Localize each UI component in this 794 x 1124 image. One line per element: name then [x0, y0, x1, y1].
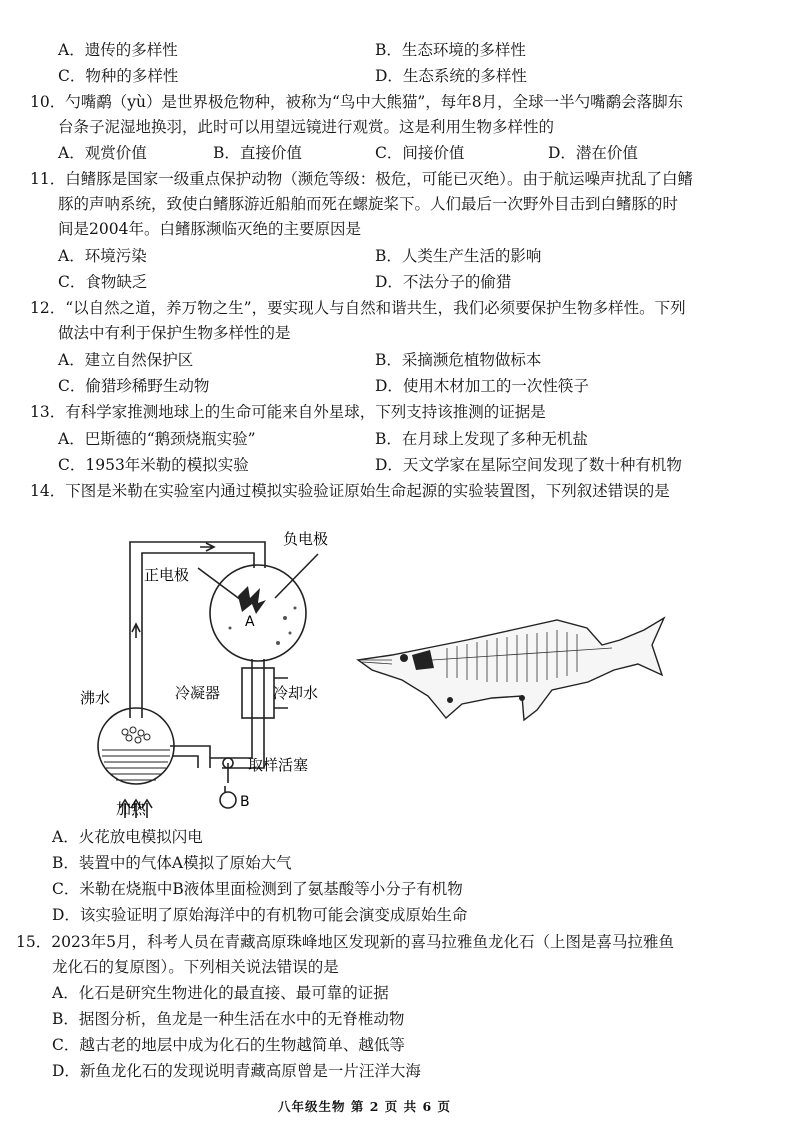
label-boiling-water: 沸水 [80, 689, 111, 707]
label-liquid-b: B [240, 794, 250, 810]
q11-stem-line1: 11．白鳍豚是国家一级重点保护动物（濒危等级：极危，可能已灭绝）。由于航运噪声扰乱了白鳍 [30, 170, 693, 188]
q9-option-a: A．遗传的多样性 [58, 41, 178, 59]
ichthyosaur-fossil-reconstruction [352, 600, 670, 735]
q11-option-c: C．食物缺乏 [58, 273, 148, 291]
q12-stem-line1: 12．“以自然之道，养万物之生”，要实现人与自然和谐共生，我们必须要保护生物多样性。下列 [30, 299, 686, 317]
q10-option-d: D．潜在价值 [548, 144, 638, 162]
q13-option-b: B．在月球上发现了多种无机盐 [375, 430, 588, 448]
page-footer: 八年级生物 第 2 页 共 6 页 [278, 1099, 452, 1114]
q14-option-b: B．装置中的气体A模拟了原始大气 [52, 854, 292, 872]
q11-option-d: D．不法分子的偷猎 [375, 273, 512, 291]
label-heating: 加热 [116, 800, 147, 818]
q11-option-b: B．人类生产生活的影响 [375, 247, 542, 265]
q13-option-c: C．1953年米勒的模拟实验 [58, 456, 249, 474]
q15-option-b: B．据图分析，鱼龙是一种生活在水中的无脊椎动物 [52, 1010, 405, 1028]
q11-stem-line3: 间是2004年。白鳍豚濒临灭绝的主要原因是 [58, 220, 361, 238]
label-gas-a: A [245, 614, 255, 630]
q15-option-a: A．化石是研究生物进化的最直接、最可靠的证据 [52, 984, 389, 1002]
q12-option-b: B．采摘濒危植物做标本 [375, 351, 542, 369]
label-sampling-valve: 取样活塞 [248, 756, 309, 774]
q11-option-a: A．环境污染 [58, 247, 147, 265]
label-cooling-water: 冷却水 [273, 684, 319, 702]
q12-option-a: A．建立自然保护区 [58, 351, 194, 369]
label-condenser: 冷凝器 [175, 684, 221, 702]
q13-option-a: A．巴斯德的“鹅颈烧瓶实验” [58, 430, 256, 448]
q14-stem: 14．下图是米勒在实验室内通过模拟实验验证原始生命起源的实验装置图，下列叙述错误的是 [30, 482, 670, 500]
q12-option-c: C．偷猎珍稀野生动物 [58, 377, 210, 395]
q14-option-d: D．该实验证明了原始海洋中的有机物可能会演变成原始生命 [52, 906, 468, 924]
q15-stem-line1: 15．2023年5月，科考人员在青藏高原珠峰地区发现新的喜马拉雅鱼龙化石（上图是喜马拉雅鱼 [16, 933, 675, 951]
miller-apparatus-diagram [80, 518, 370, 818]
q14-option-a: A．火花放电模拟闪电 [52, 828, 203, 846]
q12-option-d: D．使用木材加工的一次性筷子 [375, 377, 589, 395]
q9-option-d: D．生态系统的多样性 [375, 67, 527, 85]
q10-option-a: A．观赏价值 [58, 144, 147, 162]
q14-option-c: C．米勒在烧瓶中B液体里面检测到了氨基酸等小分子有机物 [52, 880, 463, 898]
q12-stem-line2: 做法中有利于保护生物多样性的是 [58, 324, 291, 342]
label-positive-electrode: 正电极 [144, 566, 190, 584]
q10-stem-line1: 10．勺嘴鹬（yù）是世界极危物种，被称为“鸟中大熊猫”，每年8月，全球一半勺嘴鹬会落脚东 [30, 93, 684, 111]
q15-option-c: C．越古老的地层中成为化石的生物越简单、越低等 [52, 1036, 405, 1054]
q15-stem-line2: 龙化石的复原图）。下列相关说法错误的是 [52, 958, 339, 976]
q9-option-c: C．物种的多样性 [58, 67, 179, 85]
q13-option-d: D．天文学家在星际空间发现了数十种有机物 [375, 456, 682, 474]
q10-stem-line2: 台条子泥湿地换羽，此时可以用望远镜进行观赏。这是利用生物多样性的 [58, 118, 555, 136]
q13-stem: 13．有科学家推测地球上的生命可能来自外星球，下列支持该推测的证据是 [30, 403, 546, 421]
q10-option-c: C．间接价值 [375, 144, 465, 162]
label-negative-electrode: 负电极 [283, 530, 329, 548]
q15-option-d: D．新鱼龙化石的发现说明青藏高原曾是一片汪洋大海 [52, 1062, 421, 1080]
q10-option-b: B．直接价值 [213, 144, 302, 162]
q9-option-b: B．生态环境的多样性 [375, 41, 526, 59]
q11-stem-line2: 豚的声呐系统，致使白鳍豚游近船舶而死在螺旋桨下。人们最后一次野外目击到白鳍豚的时 [58, 195, 679, 213]
